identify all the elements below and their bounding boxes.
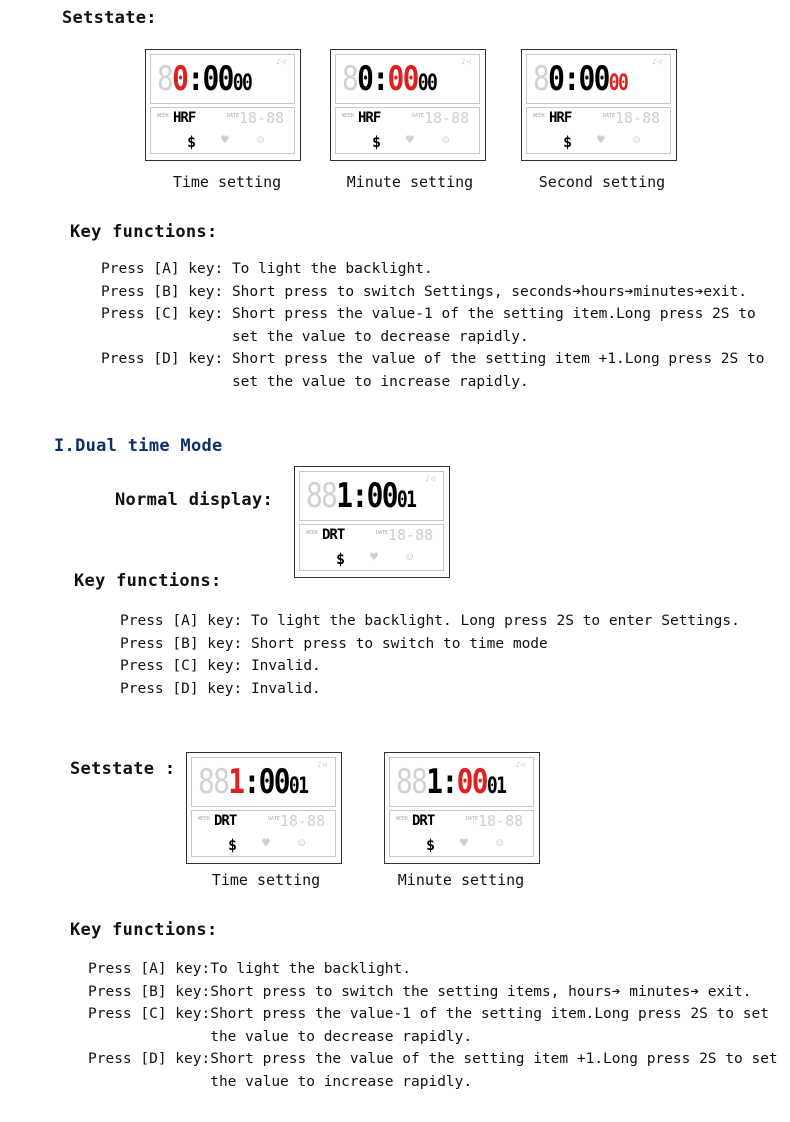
week-value: HRF <box>173 110 196 126</box>
key-line: Press [A] key:To light the backlight. <box>88 961 412 977</box>
date-value: 18-88 <box>239 109 285 127</box>
key-line: the value to increase rapidly. <box>88 1073 473 1090</box>
lcd-info-panel <box>191 810 336 857</box>
key-functions-heading-2: Key functions: <box>74 571 222 591</box>
lcd-time-panel <box>191 757 336 807</box>
date-label-icon: DATE <box>412 113 425 119</box>
alarm-icon: ♪◁ <box>652 57 662 66</box>
key-line: Press [A] key: To light the backlight. <box>101 261 433 277</box>
lcd-info-panel <box>389 810 534 857</box>
week-value: HRF <box>358 110 381 126</box>
minute-digits: 00 <box>387 59 418 99</box>
setstate-heading-2: Setstate : <box>70 759 176 779</box>
date-value: 18-88 <box>388 526 434 544</box>
section-title: I.Dual time Mode <box>54 436 223 456</box>
ghost-digit: 88 <box>198 762 229 802</box>
smiley-icon: ☺ <box>298 836 306 850</box>
colon: : <box>441 762 457 802</box>
lcd-digits <box>306 475 415 522</box>
hour-digit: 0 <box>357 59 373 99</box>
date-label-icon: DATE <box>466 816 479 822</box>
normal-display-label: Normal display: <box>115 490 274 510</box>
week-label-icon: WEEK <box>342 113 355 119</box>
smiley-icon: ☺ <box>257 133 265 147</box>
week-value: DRT <box>412 813 435 829</box>
key-functions-list-3 <box>88 958 778 1093</box>
key-functions-heading-3: Key functions: <box>70 920 218 940</box>
lcd-info-panel <box>526 107 671 154</box>
heart-icon: ♥ <box>406 133 414 148</box>
dollar-icon: $ <box>336 550 346 568</box>
date-value: 18-88 <box>615 109 661 127</box>
second-digits: 01 <box>288 774 308 799</box>
key-line: Press [D] key: Invalid. <box>120 680 321 697</box>
key-line: Press [B] key: Short press to switch to time mode <box>120 635 548 652</box>
dollar-icon: $ <box>228 836 238 854</box>
caption-time-setting-dual: Time setting <box>211 871 321 889</box>
week-value: DRT <box>214 813 237 829</box>
minute-digits: 00 <box>202 59 233 99</box>
hour-digit: 1 <box>336 476 352 516</box>
smiley-icon: ☺ <box>633 133 641 147</box>
lcd-info-panel <box>150 107 295 154</box>
second-digits: 00 <box>417 71 437 96</box>
date-value: 18-88 <box>280 812 326 830</box>
alarm-icon: ♪◁ <box>317 760 327 769</box>
lcd-digits <box>198 761 307 808</box>
key-line: Press [A] key: To light the backlight. Long press 2S to enter Settings. <box>120 613 740 629</box>
key-line: Press [B] key:Short press to switch the setting items, hours➔ minutes➔ exit. <box>88 983 752 1000</box>
caption-time-setting: Time setting <box>172 173 282 191</box>
colon: : <box>187 59 203 99</box>
colon: : <box>372 59 388 99</box>
smiley-icon: ☺ <box>406 550 414 564</box>
date-label-icon: DATE <box>268 816 281 822</box>
lcd-digits <box>342 58 436 105</box>
lcd-time-panel <box>526 54 671 104</box>
key-line: Press [C] key:Short press the value-1 of the setting item.Long press 2S to set <box>88 1006 769 1022</box>
hour-digit: 1 <box>426 762 442 802</box>
heart-icon: ♥ <box>262 836 270 851</box>
lcd-clock-time-setting <box>145 49 301 161</box>
key-functions-heading-1: Key functions: <box>70 222 218 242</box>
date-label-icon: DATE <box>376 530 389 536</box>
second-digits: 01 <box>486 774 506 799</box>
lcd-digits <box>396 761 505 808</box>
hour-digit: 0 <box>172 59 188 99</box>
heart-icon: ♥ <box>597 133 605 148</box>
key-line: Press [C] key: Invalid. <box>120 658 321 674</box>
colon: : <box>351 476 367 516</box>
ghost-digit: 8 <box>157 59 173 99</box>
lcd-digits <box>533 58 627 105</box>
week-value: DRT <box>322 527 345 543</box>
second-digits: 01 <box>396 488 416 513</box>
alarm-icon: ♪◁ <box>425 474 435 483</box>
lcd-info-panel <box>335 107 480 154</box>
lcd-info-panel <box>299 524 444 571</box>
minute-digits: 00 <box>578 59 609 99</box>
lcd-clock-normal-display <box>294 466 450 578</box>
key-functions-list-2 <box>120 610 740 700</box>
key-line: Press [C] key: Short press the value-1 of the setting item.Long press 2S to <box>101 306 756 322</box>
heart-icon: ♥ <box>460 836 468 851</box>
key-line: Press [B] key: Short press to switch Settings, seconds➔hours➔minutes➔exit. <box>101 283 748 300</box>
colon: : <box>563 59 579 99</box>
key-functions-list-1 <box>101 258 764 393</box>
alarm-icon: ♪◁ <box>461 57 471 66</box>
hour-digit: 0 <box>548 59 564 99</box>
week-value: HRF <box>549 110 572 126</box>
caption-second-setting: Second setting <box>538 173 666 191</box>
smiley-icon: ☺ <box>442 133 450 147</box>
lcd-clock-minute-setting-dual <box>384 752 540 864</box>
lcd-time-panel <box>299 471 444 521</box>
week-label-icon: WEEK <box>396 816 409 822</box>
ghost-digit: 88 <box>306 476 337 516</box>
second-digits: 00 <box>608 71 628 96</box>
setstate-heading-1: Setstate: <box>62 8 157 28</box>
week-label-icon: WEEK <box>198 816 211 822</box>
lcd-time-panel <box>389 757 534 807</box>
lcd-clock-time-setting-dual <box>186 752 342 864</box>
ghost-digit: 8 <box>533 59 549 99</box>
smiley-icon: ☺ <box>496 836 504 850</box>
date-label-icon: DATE <box>603 113 616 119</box>
hour-digit: 1 <box>228 762 244 802</box>
dollar-icon: $ <box>372 133 382 151</box>
heart-icon: ♥ <box>370 550 378 565</box>
alarm-icon: ♪◁ <box>276 57 286 66</box>
week-label-icon: WEEK <box>157 113 170 119</box>
key-line: Press [D] key: Short press the value of the setting item +1.Long press 2S to <box>101 351 765 367</box>
lcd-digits <box>157 58 251 105</box>
dollar-icon: $ <box>187 133 197 151</box>
colon: : <box>243 762 259 802</box>
key-line: the value to decrease rapidly. <box>88 1028 473 1045</box>
date-value: 18-88 <box>424 109 470 127</box>
key-line: set the value to increase rapidly. <box>101 373 529 390</box>
lcd-clock-second-setting <box>521 49 677 161</box>
lcd-clock-minute-setting <box>330 49 486 161</box>
week-label-icon: WEEK <box>306 530 319 536</box>
week-label-icon: WEEK <box>533 113 546 119</box>
ghost-digit: 8 <box>342 59 358 99</box>
date-value: 18-88 <box>478 812 524 830</box>
minute-digits: 00 <box>258 762 289 802</box>
heart-icon: ♥ <box>221 133 229 148</box>
dollar-icon: $ <box>563 133 573 151</box>
lcd-time-panel <box>335 54 480 104</box>
key-line: set the value to decrease rapidly. <box>101 328 529 345</box>
second-digits: 00 <box>232 71 252 96</box>
caption-minute-setting-dual: Minute setting <box>397 871 525 889</box>
lcd-time-panel <box>150 54 295 104</box>
alarm-icon: ♪◁ <box>515 760 525 769</box>
ghost-digit: 88 <box>396 762 427 802</box>
minute-digits: 00 <box>366 476 397 516</box>
minute-digits: 00 <box>456 762 487 802</box>
key-line: Press [D] key:Short press the value of the setting item +1.Long press 2S to set <box>88 1051 778 1067</box>
date-label-icon: DATE <box>227 113 240 119</box>
caption-minute-setting: Minute setting <box>346 173 474 191</box>
dollar-icon: $ <box>426 836 436 854</box>
